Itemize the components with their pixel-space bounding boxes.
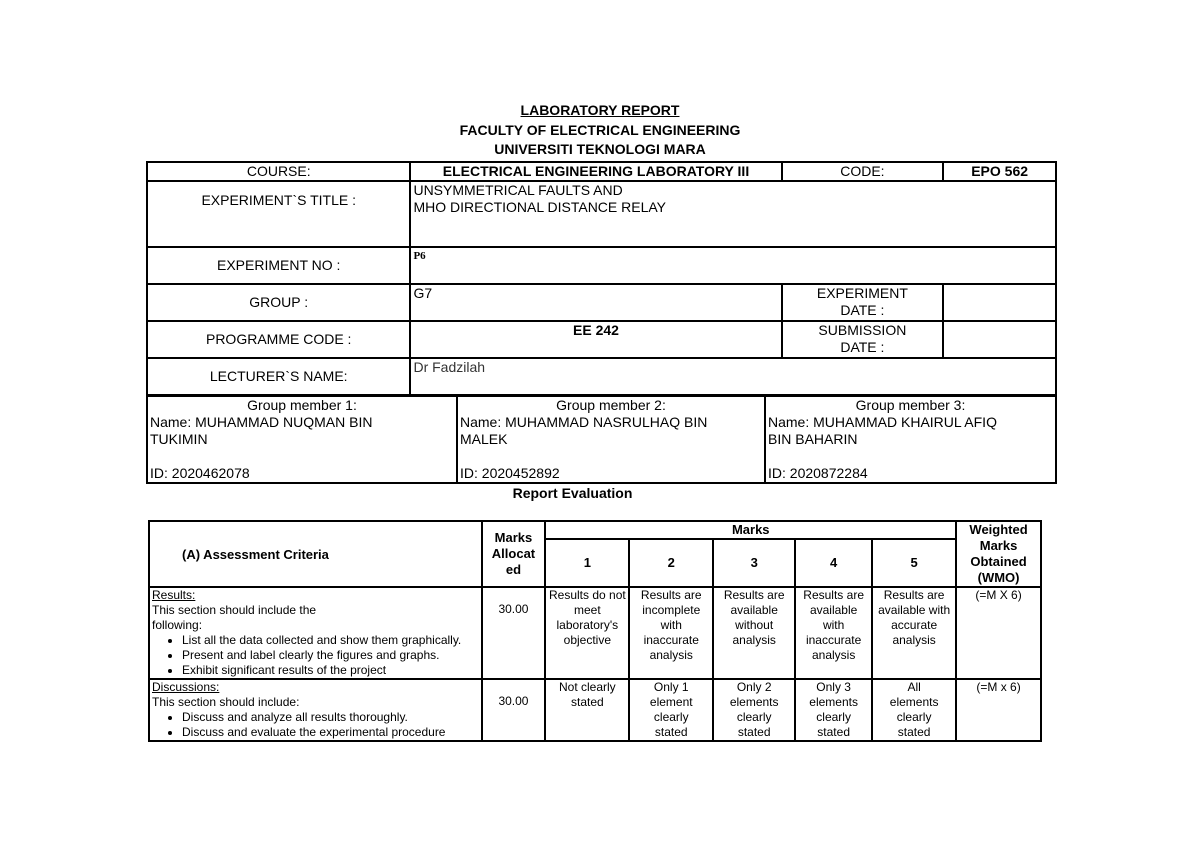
discussions-criteria-bullets (152, 710, 479, 740)
group-member-2-name-line-2: MALEK (460, 431, 508, 447)
discussions-level-1: Not clearly stated (545, 679, 629, 741)
course-label: COURSE: (147, 162, 410, 181)
group-member-1 (148, 397, 456, 482)
programme-code-value: EE 242 (410, 321, 781, 358)
submission-date-label (782, 321, 944, 358)
experiment-title-line-2: MHO DIRECTIONAL DISTANCE RELAY (413, 199, 667, 215)
mark-level-3: 3 (713, 539, 795, 587)
discussions-criteria-cell (149, 679, 482, 741)
results-level-1: Results do not meet laboratory's objective (545, 587, 629, 679)
group-member-1-title: Group member 1: (247, 397, 357, 413)
submission-date-value (943, 321, 1056, 358)
discussions-bullet-1: • Discuss and analyze all results thoroughly. (182, 710, 479, 725)
info-table (146, 161, 1057, 396)
mark-level-2: 2 (629, 539, 713, 587)
experiment-date-label (782, 284, 944, 321)
experiment-title-label: EXPERIMENT`S TITLE : (147, 181, 410, 247)
discussions-level-5: All elements clearly stated (872, 679, 956, 741)
lecturer-name-label: LECTURER`S NAME: (147, 358, 410, 395)
lecturer-name-value: Dr Fadzilah (410, 358, 1056, 395)
programme-code-label: PROGRAMME CODE : (147, 321, 410, 358)
discussions-level-3: Only 2 elements clearly stated (713, 679, 795, 741)
discussions-criteria-title: Discussions: (152, 680, 220, 694)
experiment-date-label-line-1: EXPERIMENT (816, 285, 908, 301)
discussions-criteria-intro-line-1: This section should include: (152, 695, 300, 709)
group-member-3 (764, 397, 1055, 482)
group-member-1-id: ID: 2020462078 (150, 465, 250, 481)
group-member-3-id: ID: 2020872284 (768, 465, 868, 481)
results-wmo: (=M X 6) (956, 587, 1041, 679)
marks-header: Marks (545, 521, 956, 539)
experiment-title-value (410, 181, 1056, 247)
experiment-date-value (943, 284, 1056, 321)
group-member-2-id: ID: 2020452892 (460, 465, 560, 481)
results-criteria-cell (149, 587, 482, 679)
results-criteria-intro-line-1: This section should include the (152, 603, 317, 617)
experiment-no-label: EXPERIMENT NO : (147, 247, 410, 284)
experiment-title-line-1: UNSYMMETRICAL FAULTS AND (413, 182, 623, 198)
mark-level-4: 4 (795, 539, 872, 587)
results-level-4: Results are available with inaccurate analysis (795, 587, 872, 679)
results-bullet-3: • Exhibit significant results of the project (182, 663, 479, 678)
group-member-3-title: Group member 3: (855, 397, 966, 413)
results-bullet-1: • List all the data collected and show them graphically. (182, 633, 479, 648)
experiment-no-value: P6 (410, 247, 1056, 284)
report-evaluation-title: Report Evaluation (512, 485, 633, 501)
group-members (146, 395, 1057, 484)
results-marks-allocated: 30.00 (482, 587, 546, 679)
assessment-criteria-header: (A) Assessment Criteria (149, 521, 482, 587)
results-bullet-2: • Present and label clearly the figures and graphs. (182, 648, 479, 663)
submission-date-label-line-1: SUBMISSION (818, 322, 907, 338)
report-title: LABORATORY REPORT (520, 102, 680, 118)
group-member-3-name-line-2: BIN BAHARIN (768, 431, 858, 447)
group-member-3-name-line-1: Name: MUHAMMAD KHAIRUL AFIQ (768, 414, 997, 430)
mark-level-5: 5 (872, 539, 956, 587)
group-member-1-name-line-1: Name: MUHAMMAD NUQMAN BIN (150, 414, 373, 430)
code-label: CODE: (782, 162, 944, 181)
criteria-row-results (149, 587, 1041, 679)
group-label: GROUP : (147, 284, 410, 321)
discussions-wmo: (=M x 6) (956, 679, 1041, 741)
code-value: EPO 562 (943, 162, 1056, 181)
wmo-header: Weighted Marks Obtained (WMO) (956, 521, 1041, 587)
discussions-level-4: Only 3 elements clearly stated (795, 679, 872, 741)
evaluation-table (148, 520, 1042, 742)
marks-allocated-header: Marks Allocat ed (482, 521, 546, 587)
experiment-date-label-line-2: DATE : (840, 302, 885, 318)
results-criteria-intro-line-2: following: (152, 618, 203, 632)
course-value: ELECTRICAL ENGINEERING LABORATORY III (410, 162, 781, 181)
group-member-1-name-line-2: TUKIMIN (150, 431, 208, 447)
results-level-5: Results are available with accurate analysis (872, 587, 956, 679)
group-member-2-name-line-1: Name: MUHAMMAD NASRULHAQ BIN (460, 414, 708, 430)
discussions-level-2: Only 1 element clearly stated (629, 679, 713, 741)
mark-level-1: 1 (545, 539, 629, 587)
university-name: UNIVERSITI TEKNOLOGI MARA (494, 141, 706, 157)
discussions-bullet-2: • Discuss and evaluate the experimental procedure (182, 725, 479, 740)
faculty-name: FACULTY OF ELECTRICAL ENGINEERING (459, 122, 741, 138)
results-level-2: Results are incomplete with inaccurate analysis (629, 587, 713, 679)
results-criteria-bullets (152, 633, 479, 678)
group-member-2-title: Group member 2: (556, 397, 666, 413)
submission-date-label-line-2: DATE : (840, 339, 885, 355)
group-member-2 (456, 397, 764, 482)
results-criteria-title: Results: (152, 588, 196, 602)
results-level-3: Results are available without analysis (713, 587, 795, 679)
discussions-marks-allocated: 30.00 (482, 679, 546, 741)
criteria-row-discussions (149, 679, 1041, 741)
group-value: G7 (410, 284, 781, 321)
